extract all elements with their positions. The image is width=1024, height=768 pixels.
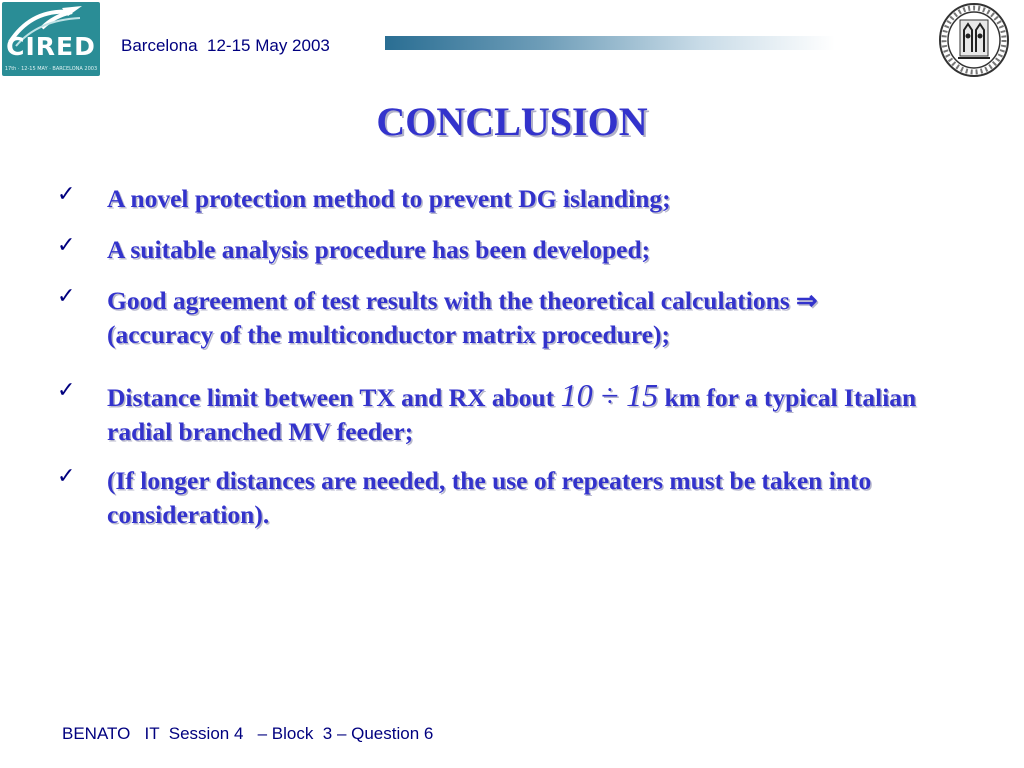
header-gradient-bar: [385, 36, 835, 50]
check-icon: ✓: [57, 284, 76, 309]
list-item: [57, 378, 987, 464]
university-seal-icon: [938, 2, 1010, 78]
cired-logo: [2, 2, 100, 76]
list-item: [57, 182, 987, 233]
list-item-text: Good agreement of test results with the theoretical calculations ⇒ (accuracy of the multiconductor matrix procedure);: [107, 286, 818, 349]
header-date-label: Barcelona 12-15 May 2003: [121, 36, 330, 55]
text-before-range: Distance limit between TX and RX about: [107, 383, 561, 412]
list-item: [57, 464, 987, 532]
distance-range: 10 ÷ 15: [560, 377, 659, 413]
list-item-text: A suitable analysis procedure has been developed;: [107, 235, 651, 264]
list-item-text: A novel protection method to prevent DG islanding;: [107, 184, 671, 213]
list-item: [57, 233, 987, 284]
conclusion-list: [57, 182, 987, 532]
logo-subtitle: 17th · 12-15 MAY · BARCELONA 2003: [4, 66, 98, 72]
check-icon: ✓: [57, 464, 76, 489]
text-after-range: km for a typical Italian radial branched MV feeder;: [107, 383, 917, 446]
check-icon: ✓: [57, 378, 76, 403]
page-title: CONCLUSION: [376, 99, 648, 144]
check-icon: ✓: [57, 182, 76, 207]
logo-wordmark: CIRED: [6, 32, 96, 61]
footer-session-label: BENATO IT Session 4 – Block 3 – Question 6: [62, 724, 434, 743]
list-item: [57, 284, 987, 378]
list-item-text: (If longer distances are needed, the use of repeaters must be taken into consideration).: [107, 466, 872, 529]
list-item-text: [107, 378, 987, 449]
check-icon: ✓: [57, 233, 76, 258]
